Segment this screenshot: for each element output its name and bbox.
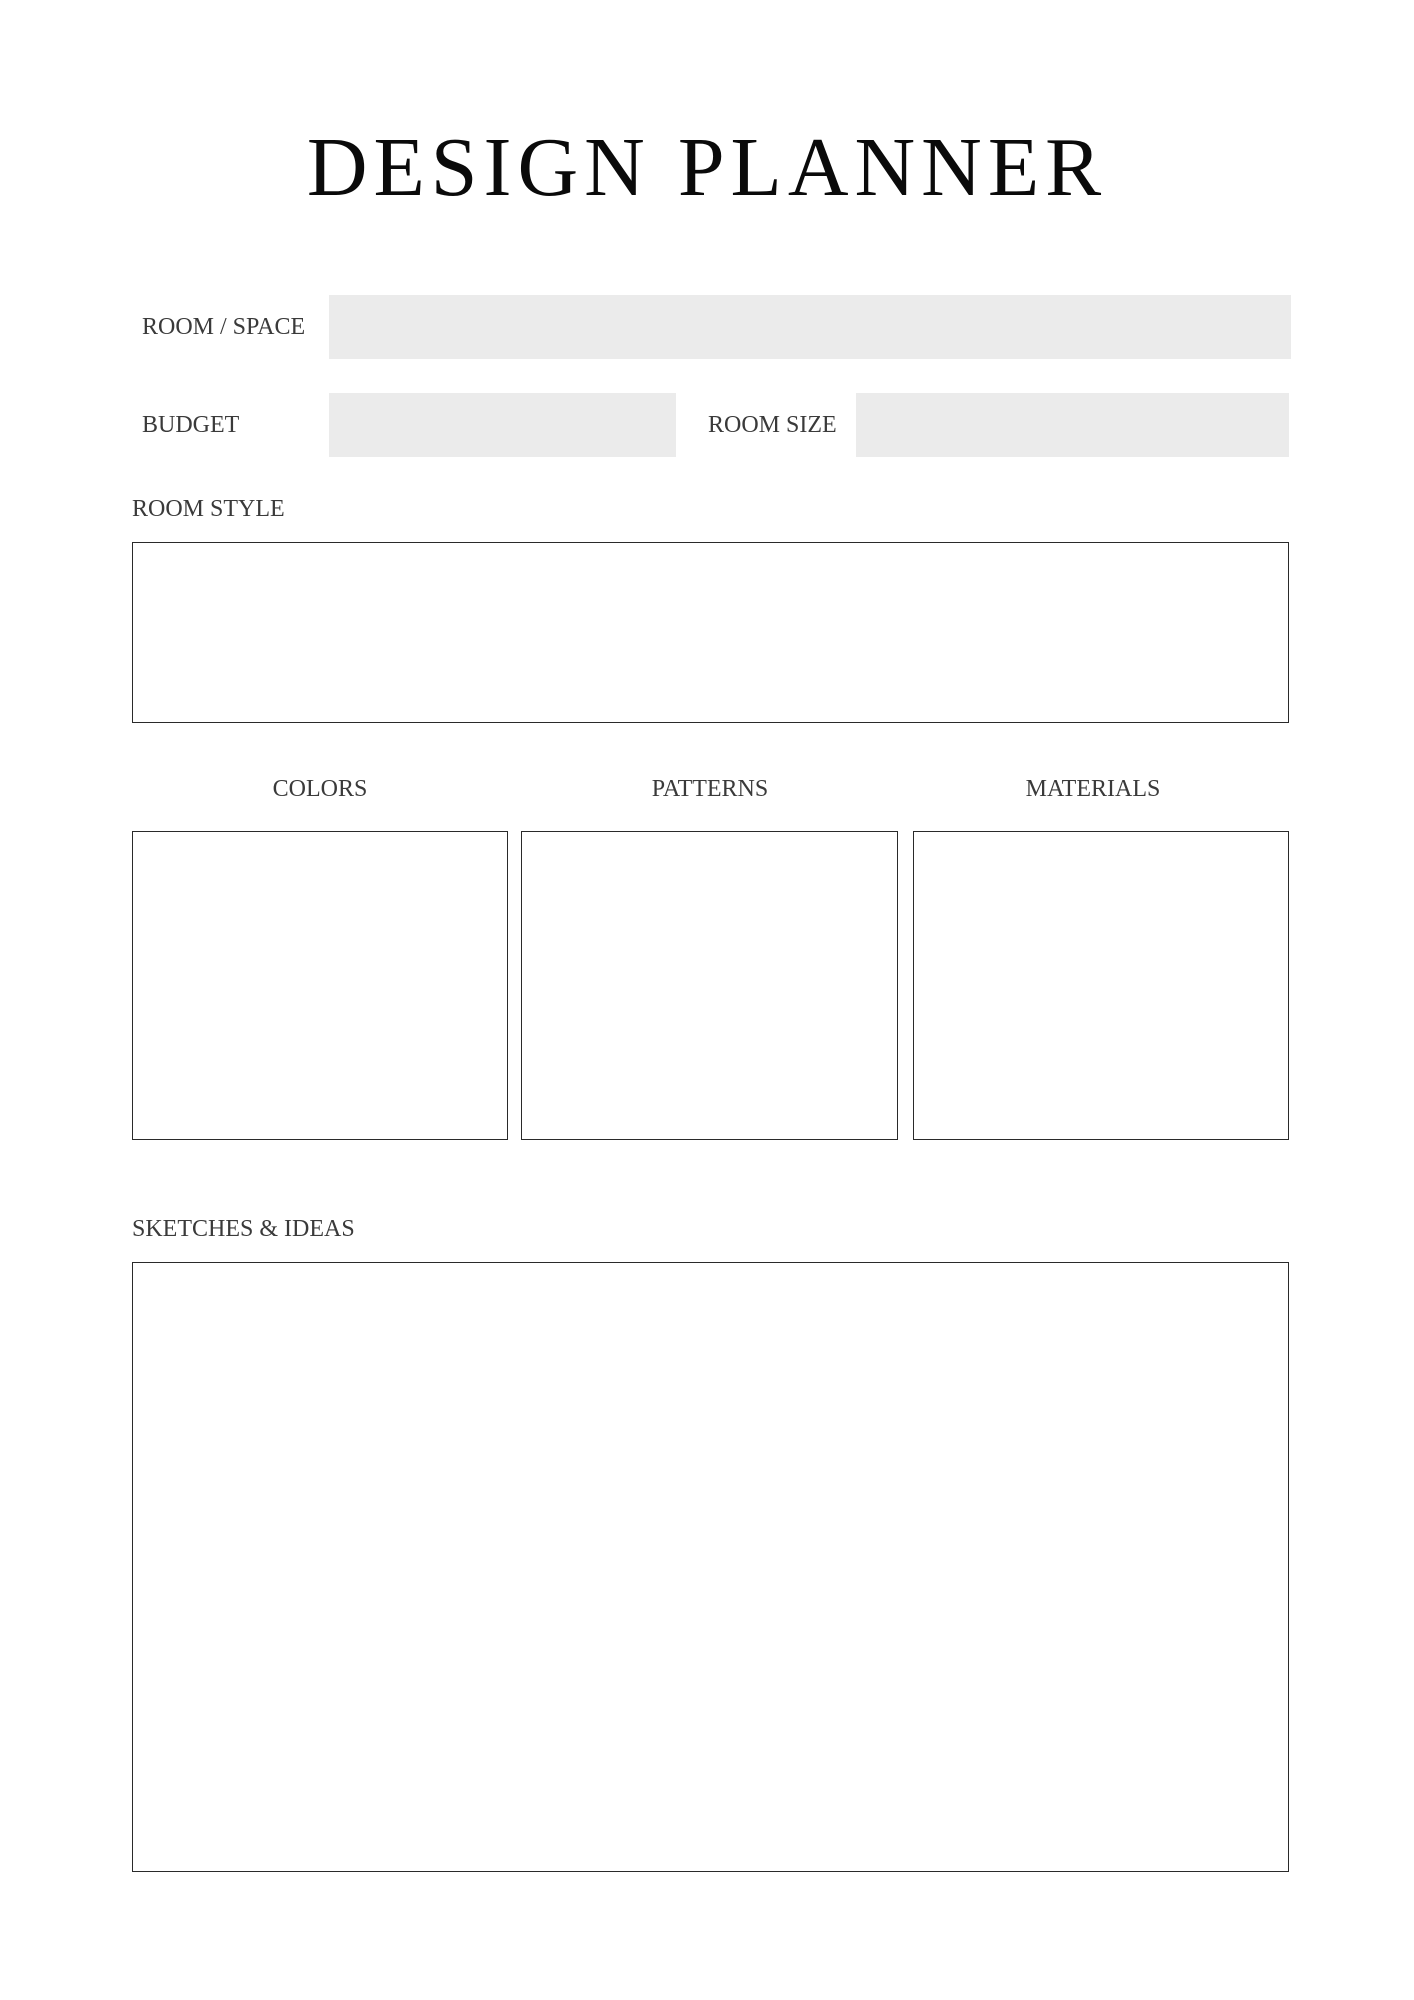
page-title: DESIGN PLANNER: [306, 121, 1108, 214]
patterns-label: PATTERNS: [651, 776, 769, 802]
room-size-field[interactable]: [856, 393, 1289, 457]
room-space-label: ROOM / SPACE: [142, 314, 306, 340]
colors-label: COLORS: [272, 776, 368, 802]
room-space-field[interactable]: [329, 295, 1291, 359]
budget-field[interactable]: [329, 393, 676, 457]
room-style-box[interactable]: [132, 542, 1289, 723]
budget-label: BUDGET: [142, 412, 240, 438]
colors-box[interactable]: [132, 831, 508, 1140]
room-style-label: ROOM STYLE: [132, 496, 285, 522]
materials-box[interactable]: [913, 831, 1289, 1140]
sketches-box[interactable]: [132, 1262, 1289, 1872]
materials-label: MATERIALS: [1025, 776, 1161, 802]
sketches-label: SKETCHES & IDEAS: [132, 1216, 355, 1242]
room-size-label: ROOM SIZE: [708, 412, 837, 438]
patterns-box[interactable]: [521, 831, 898, 1140]
